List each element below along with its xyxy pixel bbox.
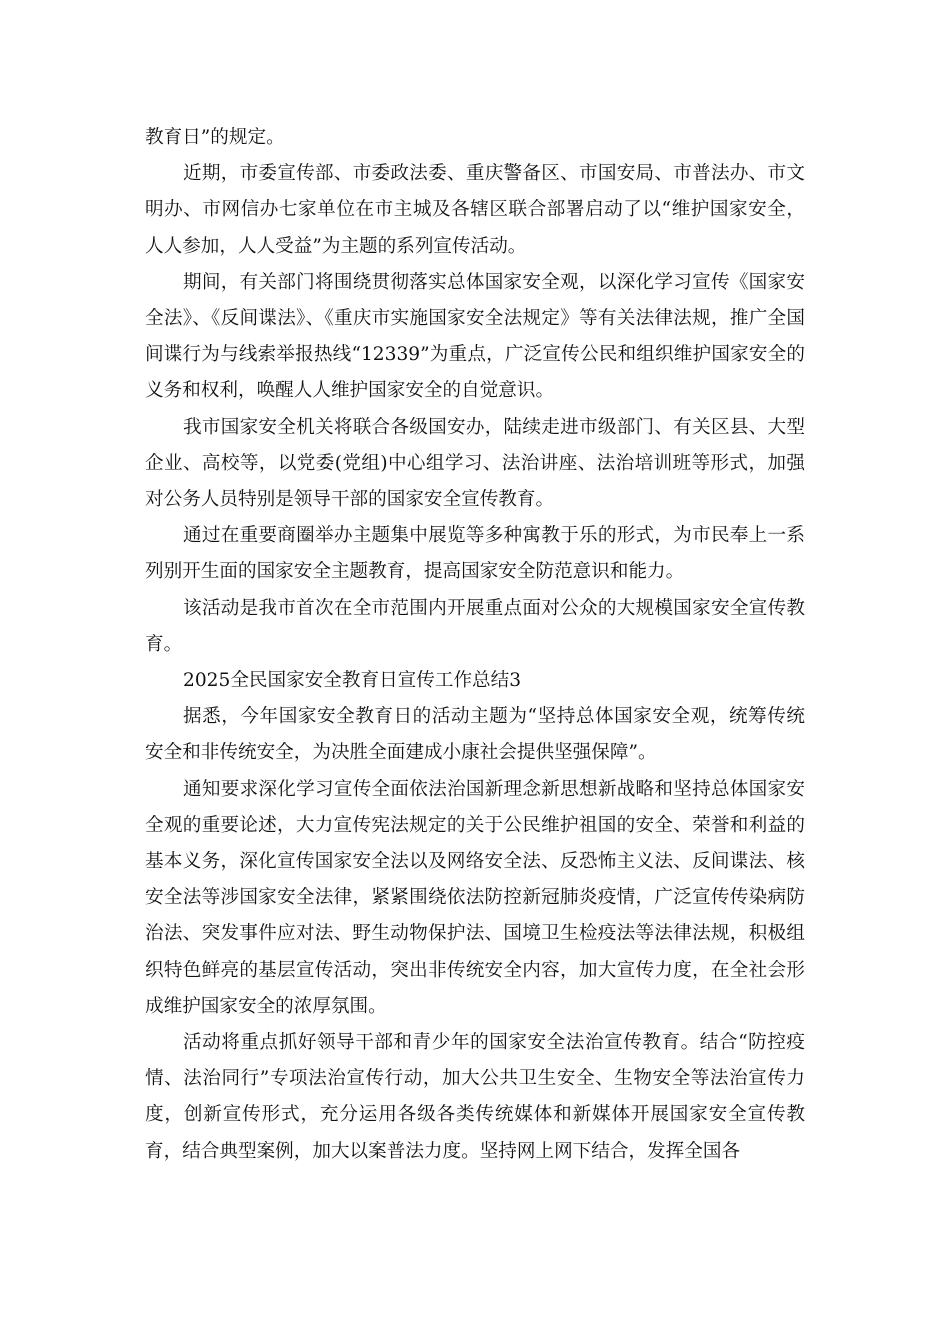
paragraph: 我市国家安全机关将联合各级国安办，陆续走进市级部门、有关区县、大型企业、高校等，以党委(党组)中心组学习、法治讲座、法治培训班等形式，加强对公务人员特别是领导干部的国家安全宣传教育。 [145,416,805,511]
paragraph: 据悉，今年国家安全教育日的活动主题为“坚持总体国家安全观，统筹传统安全和非传统安全，为决胜全面建成小康社会提供坚强保障”。 [145,706,805,764]
document-body [145,120,805,1170]
paragraph: 通过在重要商圈举办主题集中展览等多种寓教于乐的形式，为市民奉上一系列别开生面的国家安全主题教育，提高国家安全防范意识和能力。 [145,525,805,583]
paragraph: 通知要求深化学习宣传全面依法治国新理念新思想新战略和坚持总体国家安全观的重要论述，大力宣传宪法规定的关于公民维护祖国的安全、荣誉和利益的基本义务，深化宣传国家安全法以及网络安全法、反恐怖主义法、反间谍法、核安全法等涉国家安全法律，紧紧围绕依法防控新冠肺炎疫情，广泛宣传传染病防治法、突发事件应对法、野生动物保护法、国境卫生检疫法等法律法规，积极组织特色鲜亮的基层宣传活动，突出非传统安全内容，加大宣传力度，在全社会形成维护国家安全的浓厚氛围。 [145,778,805,1017]
paragraph: 期间，有关部门将围绕贯彻落实总体国家安全观，以深化学习宣传《国家安全法》、《反间谍法》、《重庆市实施国家安全法规定》等有关法律法规，推广全国间谍行为与线索举报热线“12339”为重点，广泛宣传公民和组织维护国家安全的义务和权利，唤醒人人维护国家安全的自觉意识。 [145,271,805,402]
paragraph: 活动将重点抓好领导干部和青少年的国家安全法治宣传教育。结合“防控疫情、法治同行”专项法治宣传行动，加大公共卫生安全、生物安全等法治宣传力度，创新宣传形式，充分运用各级各类传统媒体和新媒体开展国家安全宣传教育，结合典型案例，加大以案普法力度。坚持网上网下结合，发挥全国各 [145,1032,805,1162]
paragraph-continuation: 教育日”的规定。 [145,127,285,148]
section-heading: 2025全民国家安全教育日宣传工作总结3 [183,670,522,692]
paragraph: 该活动是我市首次在全市范围内开展重点面对公众的大规模国家安全宣传教育。 [145,597,805,655]
paragraph: 近期，市委宣传部、市委政法委、重庆警备区、市国安局、市普法办、市文明办、市网信办七家单位在市主城及各辖区联合部署启动了以“维护国家安全，人人参加，人人受益”为主题的系列宣传活动。 [145,163,805,257]
